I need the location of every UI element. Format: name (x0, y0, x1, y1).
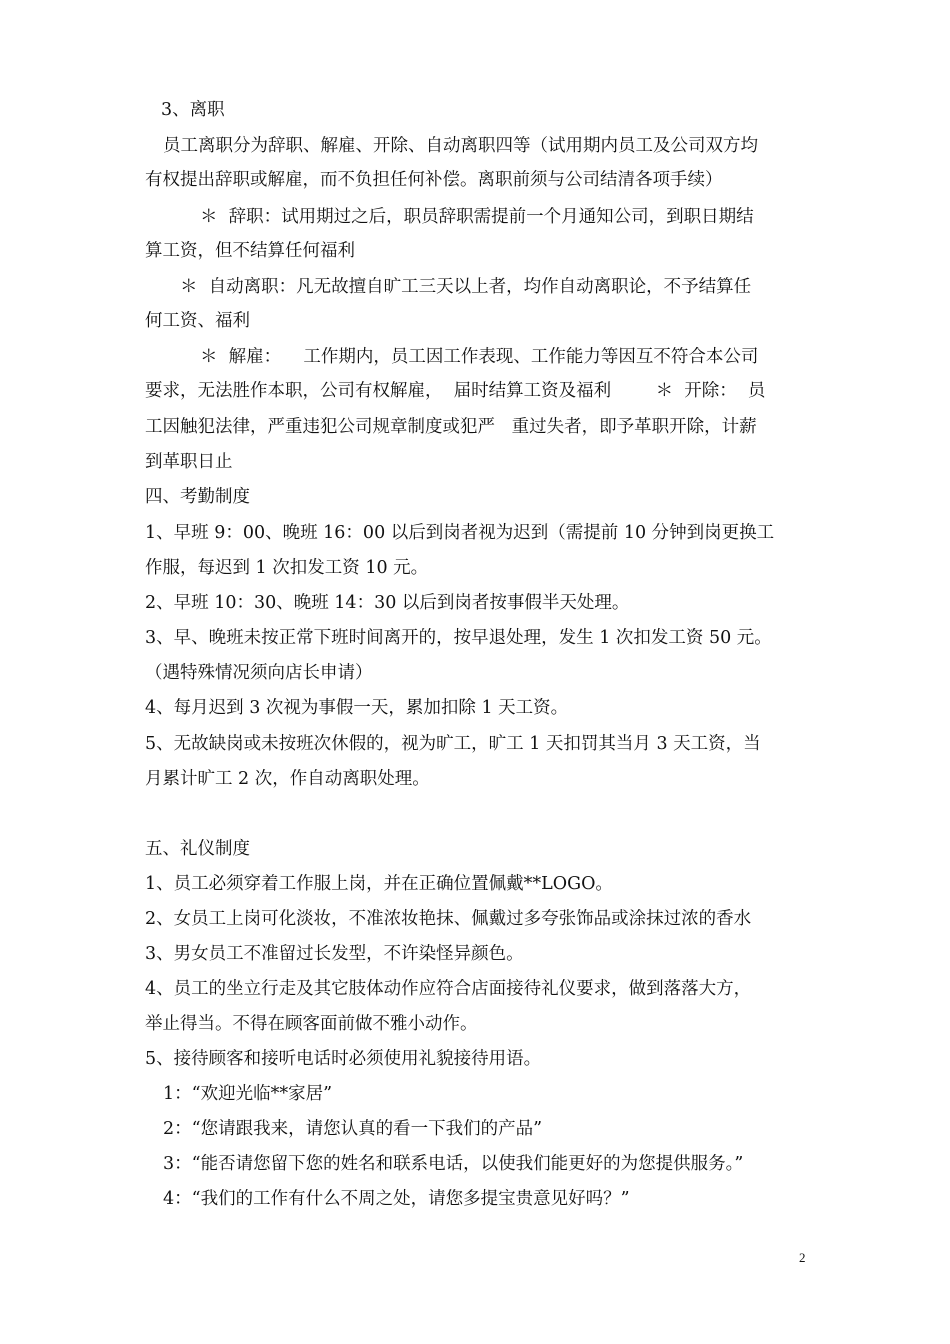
text-line: 要求，无法胜作本职，公司有权解雇， 届时结算工资及福利 ＊ 开除： 员 (145, 381, 766, 401)
text-line: ＊ 辞职：试用期过之后，职员辞职需提前一个月通知公司，到职日期结 (200, 207, 754, 227)
text-line: 3：“能否请您留下您的姓名和联系电话，以使我们能更好的为您提供服务。” (163, 1154, 744, 1174)
text-line: 2：“您请跟我来，请您认真的看一下我们的产品” (163, 1119, 543, 1139)
text-line: 3、男女员工不准留过长发型，不许染怪异颜色。 (145, 944, 524, 964)
text-line: 员工离职分为辞职、解雇、开除、自动离职四等（试用期内员工及公司双方均 (163, 136, 758, 156)
text-line: 5、接待顾客和接听电话时必须使用礼貌接待用语。 (145, 1049, 542, 1069)
text-line: 5、无故缺岗或未按班次休假的，视为旷工，旷工 1 天扣罚其当月 3 天工资，当 (145, 734, 761, 754)
page-number: 2 (799, 1250, 806, 1265)
text-line: 举止得当。不得在顾客面前做不雅小动作。 (145, 1014, 478, 1034)
text-line: 4、员工的坐立行走及其它肢体动作应符合店面接待礼仪要求，做到落落大方， (145, 979, 752, 999)
section-heading: 五、礼仪制度 (145, 839, 250, 859)
text-line: 算工资，但不结算任何福利 (145, 241, 355, 261)
text-line: （遇特殊情况须向店长申请） (145, 663, 373, 683)
text-line: 2、早班 10：30、晚班 14：30 以后到岗者按事假半天处理。 (145, 593, 630, 613)
text-line: 工因触犯法律，严重违犯公司规章制度或犯严 重过失者，即予革职开除，计薪 (145, 417, 757, 437)
text-line: 4、每月迟到 3 次视为事假一天，累加扣除 1 天工资。 (145, 698, 569, 718)
section-heading: 四、考勤制度 (145, 487, 250, 507)
text-line: 4：“我们的工作有什么不周之处，请您多提宝贵意见好吗？” (163, 1189, 630, 1209)
text-line: ＊ 自动离职：凡无故擅自旷工三天以上者，均作自动离职论，不予结算任 (180, 277, 752, 297)
text-line: 到革职日止 (145, 452, 233, 472)
text-line: 有权提出辞职或解雇，而不负担任何补偿。离职前须与公司结清各项手续） (145, 170, 723, 190)
text-line: 1、早班 9：00、晚班 16：00 以后到岗者视为迟到（需提前 10 分钟到岗更换工 (145, 523, 775, 543)
text-line: 何工资、福利 (145, 311, 250, 331)
text-line: 1、员工必须穿着工作服上岗，并在正确位置佩戴**LOGO。 (145, 874, 613, 894)
text-line: 作服，每迟到 1 次扣发工资 10 元。 (145, 558, 429, 578)
text-line: 1：“欢迎光临**家居” (163, 1084, 333, 1104)
text-line: 月累计旷工 2 次，作自动离职处理。 (145, 769, 430, 789)
text-line: ＊ 解雇： 工作期内，员工因工作表现、工作能力等因互不符合本公司 (200, 347, 759, 367)
text-line: 2、女员工上岗可化淡妆，不准浓妆艳抹、佩戴过多夸张饰品或涂抹过浓的香水 (145, 909, 752, 929)
text-line: 3、离职 (161, 100, 225, 120)
text-line: 3、早、晚班未按正常下班时间离开的，按早退处理，发生 1 次扣发工资 50 元。 (145, 628, 772, 648)
